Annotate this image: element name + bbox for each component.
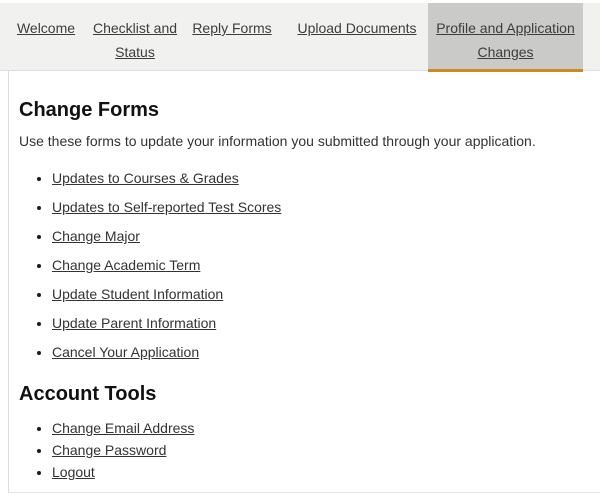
link-logout[interactable]: Logout (52, 464, 95, 480)
change-forms-description: Use these forms to update your information you submitted through your application. (19, 133, 536, 149)
tab-reply-forms[interactable]: Reply Forms (192, 20, 272, 36)
account-tools-link-list (19, 421, 580, 479)
list-item (52, 258, 580, 272)
tab-upload-documents[interactable]: Upload Documents (297, 20, 417, 36)
list-item (52, 200, 580, 214)
list-item (52, 421, 580, 435)
link-change-password[interactable]: Change Password (52, 442, 167, 458)
link-cancel-your-application[interactable]: Cancel Your Application (52, 344, 200, 360)
link-update-parent-information[interactable]: Update Parent Information (52, 315, 217, 331)
list-item (52, 171, 580, 185)
link-change-email-address[interactable]: Change Email Address (52, 420, 195, 436)
list-item (52, 465, 580, 479)
tab-welcome[interactable]: Welcome (16, 20, 76, 36)
tab-content-panel (8, 71, 600, 493)
link-updates-to-courses-and-grades[interactable]: Updates to Courses & Grades (52, 170, 239, 186)
link-updates-to-self-reported-test-scores[interactable]: Updates to Self-reported Test Scores (52, 199, 282, 215)
tab-bar (0, 3, 600, 71)
tab-profile-and-application-changes[interactable]: Profile and Application Changes (428, 3, 583, 72)
list-item (52, 316, 580, 330)
list-item (52, 345, 580, 359)
section-heading-account-tools: Account Tools (19, 383, 157, 405)
list-item (52, 443, 580, 457)
link-update-student-information[interactable]: Update Student Information (52, 286, 224, 302)
tab-checklist-and-status[interactable]: Checklist and Status (92, 20, 178, 60)
link-change-major[interactable]: Change Major (52, 228, 140, 244)
list-item (52, 287, 580, 301)
link-change-academic-term[interactable]: Change Academic Term (52, 257, 201, 273)
section-heading-change-forms: Change Forms (19, 99, 160, 121)
change-forms-link-list (19, 171, 580, 359)
list-item (52, 229, 580, 243)
